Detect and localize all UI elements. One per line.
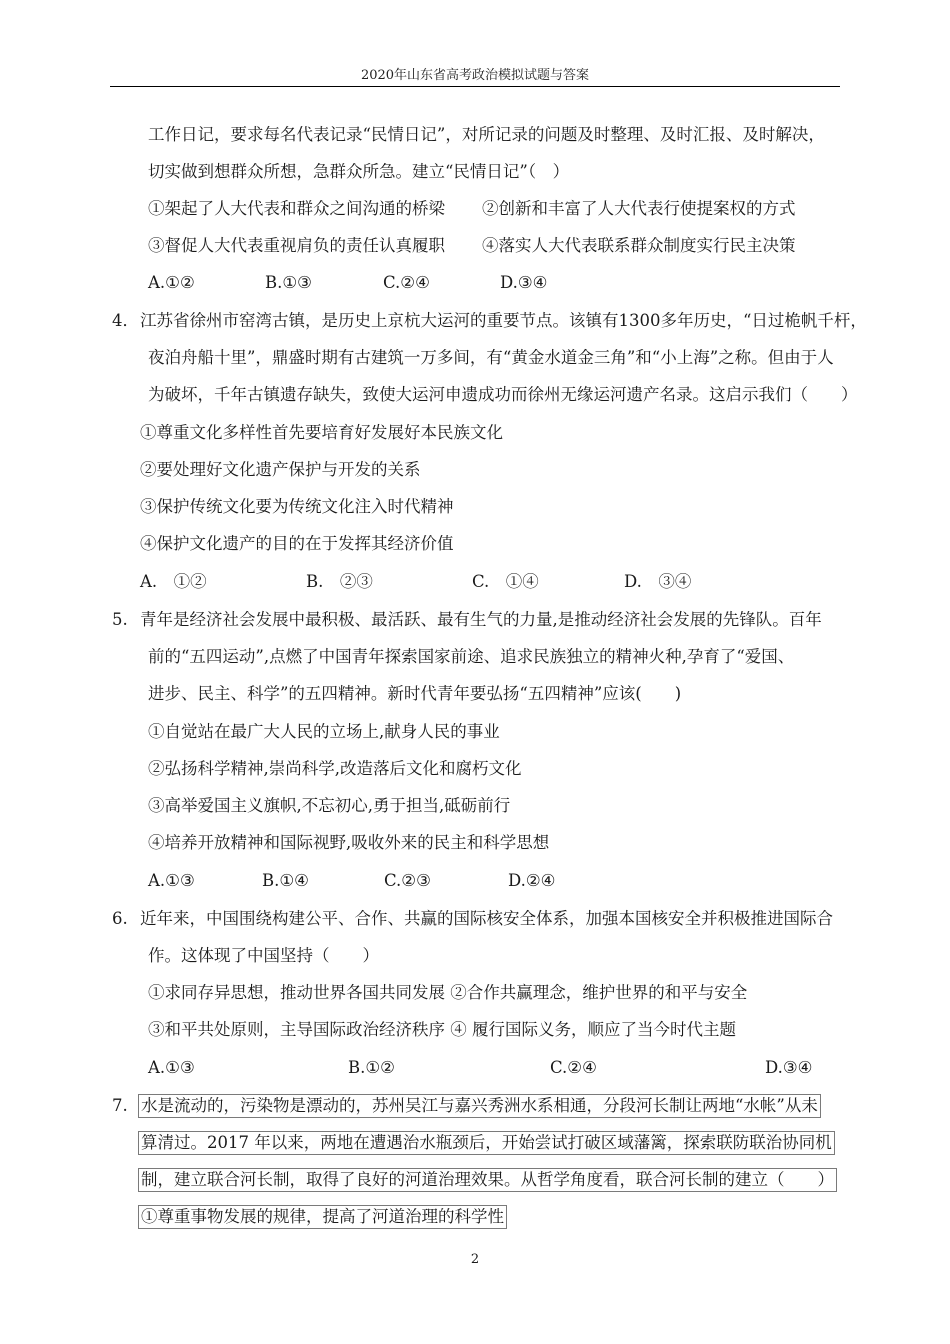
statement: ②要处理好文化遗产保护与开发的关系 [140, 460, 421, 479]
question-line: 作。这体现了中国坚持（ ） [148, 946, 379, 965]
question-line: 青年是经济社会发展中最积极、最活跃、最有生气的力量,是推动经济社会发展的先锋队。百年 [140, 610, 822, 629]
option-d: D.③④ [765, 1058, 813, 1077]
statement: ③和平共处原则，主导国际政治经济秩序 ④ 履行国际义务，顺应了当今时代主题 [148, 1020, 736, 1039]
question-number: 5. [112, 610, 128, 629]
question-line: 进步、民主、科学”的五四精神。新时代青年要弘扬“五四精神”应该( ) [148, 684, 682, 703]
statement: ②弘扬科学精神,崇尚科学,改造落后文化和腐朽文化 [148, 759, 522, 778]
header-title: 2020年山东省高考政治模拟试题与答案 [360, 68, 590, 83]
statement: ①架起了人大代表和群众之间沟通的桥梁 [148, 199, 445, 218]
statement: ③保护传统文化要为传统文化注入时代精神 [140, 497, 454, 516]
option-d: D. ③④ [624, 572, 692, 591]
statement: ②创新和丰富了人大代表行使提案权的方式 [482, 199, 796, 218]
statement: ③督促人大代表重视肩负的责任认真履职 [148, 236, 445, 255]
option-b: B. ②③ [306, 572, 373, 591]
statement: ①尊重文化多样性首先要培育好发展好本民族文化 [140, 423, 503, 442]
statement: ④培养开放精神和国际视野,吸收外来的民主和科学思想 [148, 833, 550, 852]
question-line: 夜泊舟船十里”，鼎盛时期有古建筑一万多间，有“黄金水道金三角”和“小上海”之称。但由于人 [148, 348, 834, 367]
option-c: C.②④ [383, 273, 430, 292]
option-c: C.②③ [384, 871, 431, 890]
option-b: B.①④ [262, 871, 309, 890]
statement: ④保护文化遗产的目的在于发挥其经济价值 [140, 534, 454, 553]
question-line: 切实做到想群众所想，急群众所急。建立“民情日记”（ ） [148, 162, 570, 181]
header-divider [110, 86, 840, 87]
statement: ①自觉站在最广大人民的立场上,献身人民的事业 [148, 722, 500, 741]
option-d: D.③④ [500, 273, 548, 292]
question-line: 工作日记，要求每名代表记录“民情日记”，对所记录的问题及时整理、及时汇报、及时解决， [148, 125, 825, 144]
question-number: 6. [112, 909, 128, 928]
question-number: 4． [112, 311, 139, 330]
question-line: 制，建立联合河长制，取得了良好的河道治理效果。从哲学角度看，联合河长制的建立（ ） [138, 1168, 837, 1192]
option-a: A.①③ [148, 1058, 195, 1077]
option-a: A.①② [148, 273, 195, 292]
option-c: C.②④ [550, 1058, 597, 1077]
question-line: 为破坏，千年古镇遗存缺失，致使大运河申遗成功而徐州无缘运河遗产名录。这启示我们（ ） [148, 385, 858, 404]
question-number: 7. [112, 1096, 128, 1115]
page-number: 2 [470, 1252, 480, 1267]
option-a: A.①③ [148, 871, 195, 890]
option-b: B.①② [348, 1058, 395, 1077]
question-line: 近年来，中国围绕构建公平、合作、共赢的国际核安全体系，加强本国核安全并积极推进国际合 [140, 909, 833, 928]
statement: ④落实人大代表联系群众制度实行民主决策 [482, 236, 796, 255]
option-c: C. ①④ [472, 572, 539, 591]
statement: ①尊重事物发展的规律，提高了河道治理的科学性 [138, 1205, 507, 1229]
question-line: 前的“五四运动”,点燃了中国青年探索国家前途、追求民族独立的精神火种,孕育了“爱国、 [148, 647, 795, 666]
option-a: A. ①② [140, 572, 207, 591]
question-line: 水是流动的，污染物是漂动的，苏州吴江与嘉兴秀洲水系相通，分段河长制让两地“水帐”从未 [138, 1094, 821, 1118]
option-d: D.②④ [508, 871, 556, 890]
statement: ①求同存异思想，推动世界各国共同发展 ②合作共赢理念，维护世界的和平与安全 [148, 983, 748, 1002]
statement: ③高举爱国主义旗帜,不忘初心,勇于担当,砥砺前行 [148, 796, 511, 815]
question-line: 算清过。2017 年以来，两地在遭遇治水瓶颈后，开始尝试打破区域藩篱，探索联防联治协同机 [138, 1131, 835, 1155]
question-line: 江苏省徐州市窑湾古镇，是历史上京杭大运河的重要节点。该镇有1300多年历史，“日过桅帆千杆， [140, 311, 867, 330]
option-b: B.①③ [265, 273, 312, 292]
